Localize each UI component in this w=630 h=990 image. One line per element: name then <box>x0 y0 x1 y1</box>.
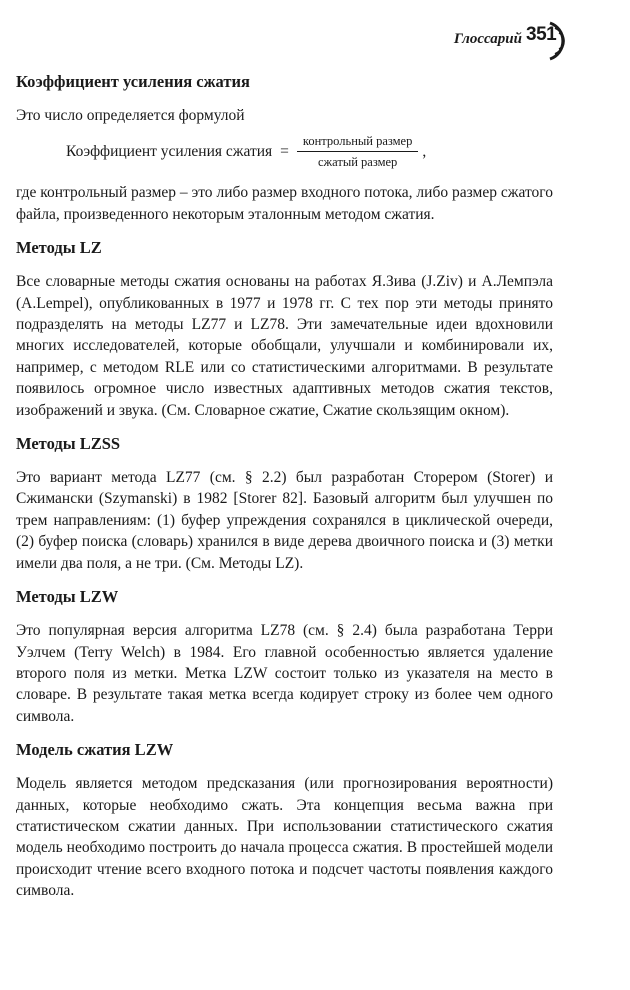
page-number: 351 <box>526 24 557 45</box>
page-number-ornament-icon <box>548 20 576 62</box>
formula-equals: = <box>280 143 289 161</box>
section-heading: Методы LZ <box>16 238 102 258</box>
formula-lhs: Коэффициент усиления сжатия <box>66 143 273 161</box>
section-lzss-methods <box>16 434 553 574</box>
formula-numerator: контрольный размер <box>297 134 418 152</box>
section-heading: Методы LZSS <box>16 434 121 454</box>
section-body: Все словарные методы сжатия основаны на работах Я.Зива (J.Ziv) и А.Лемпэла (A.Lempel), опубликованных в 1977 и 1978 гг. С тех пор эти методы принято подразделять на методы LZ77 и LZ78. Эти замечательные идеи вдохновили многих исследователей, которые обобщали, улучшали и комбинировали их, например, с методом RLE или со статистическими алгоритмами. В результате появилось огромное число известных адаптивных методов сжатия текстов, изображений и звука. (См. Словарное сжатие, Сжатие скользящим окном). <box>16 273 553 419</box>
section-compression-ratio <box>16 72 553 225</box>
formula-fraction <box>297 134 418 170</box>
page-content <box>16 72 553 915</box>
section-lz-methods <box>16 238 553 421</box>
page-header <box>0 20 630 62</box>
section-body: Это вариант метода LZ77 (см. § 2.2) был разработан Сторером (Storer) и Сжимански (Szymanski) в 1982 [Storer 82]. Базовый алгоритм был улучшен по трем направлениям: (1) буфер упреждения сохранялся в циклической очереди, (2) буфер поиска (словарь) хранился в виде дерева двоичного поиска и (3) метки имели два поля, а не три. (См. Методы LZ). <box>16 469 553 572</box>
section-body: Модель является методом предсказания (или прогнозирования вероятности) данных, которые необходимо сжать. Эта концепция весьма важна при статистическом сжатии данных. При использовании статистического сжатия модель необходимо построить до начала процесса сжатия. В простейшей модели происходит чтение всего входного потока и подсчет частоты появления каждого символа. <box>16 775 553 900</box>
section-body: Это популярная версия алгоритма LZ78 (см. § 2.4) была разработана Терри Уэлчем (Terry Welch) в 1984. Его главной особенностью является удаление второго поля из метки. Метка LZW состоит только из указателя на место в словаре. В результате такая метка всегда кодирует строку из более чем одного символа. <box>16 622 553 725</box>
section-intro: Это число определяется формулой <box>16 107 245 124</box>
compression-ratio-formula <box>66 134 553 170</box>
section-lzw-model <box>16 740 553 901</box>
running-title: Глоссарий <box>453 31 522 47</box>
section-heading: Модель сжатия LZW <box>16 740 174 760</box>
section-heading: Методы LZW <box>16 587 119 607</box>
section-heading: Коэффициент усиления сжатия <box>16 72 250 91</box>
formula-trail: , <box>422 143 427 161</box>
section-lzw-methods <box>16 587 553 727</box>
section-body: где контрольный размер – это либо размер входного потока, либо размер сжатого файла, произведенного некоторым эталонным методом сжатия. <box>16 184 553 223</box>
formula-denominator: сжатый размер <box>317 155 398 170</box>
